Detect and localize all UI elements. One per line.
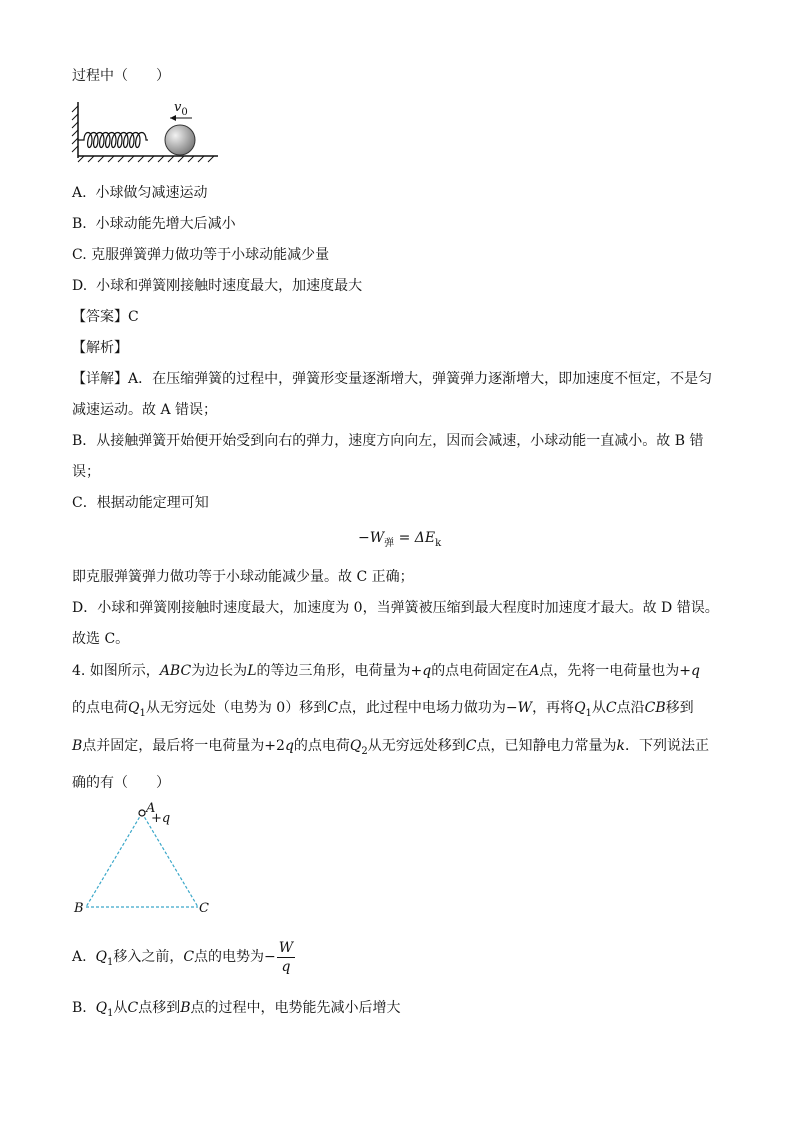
t: 的等边三角形，电荷量为+ [256,663,423,679]
t: 4. 如图所示， [72,663,160,679]
t: 1 [106,957,114,968]
t: C [127,1000,139,1016]
t: ．下列说法正 [624,738,709,754]
formula-w: W [369,530,385,546]
t: 2 [361,746,368,757]
q4-stem-line4: 确的有（ ） [72,775,170,791]
answer-line [72,307,139,327]
t: 点的电势为− [194,949,276,965]
detail-c-line2: 即克服弹簧弹力做功等于小球动能减少量。故 C 正确； [72,569,414,585]
charge-a-label: +q [151,811,171,826]
q4-option-a [72,938,295,982]
t: 点沿 [616,700,645,716]
detail-b-line2: 误； [72,464,100,480]
t: k [616,738,625,754]
t: ABC [159,663,192,679]
t: 移入之前， [113,949,184,965]
option-label: B. [72,1000,87,1016]
t: Q [95,949,107,965]
t: Q [128,700,140,716]
q4-option-b [72,998,401,1024]
t: ，再将 [532,700,575,716]
option-text: 小球做匀减速运动 [95,185,208,201]
spring [78,133,148,148]
t: 从无穷远处移到 [367,738,466,754]
t: C [327,700,338,716]
t: 1 [107,1008,114,1019]
formula-delta-e: = ΔE [394,530,436,546]
t: 的点电荷 [293,738,350,754]
t: 1 [585,708,592,719]
t: 移到 [665,700,694,716]
t: 点的过程中，电势能先减小后增大 [190,1000,401,1016]
option-label: A. [72,185,87,201]
detail-a-line2: 减速运动。故 A 错误； [72,402,218,418]
t: L [247,663,257,679]
t: 从 [113,1000,128,1016]
detail-text: A．在压缩弹簧的过程中，弹簧形变量逐渐增大，弹簧弹力逐渐增大，即加速度不恒定，不是匀 [128,371,713,387]
detail-a-line1 [72,369,712,389]
detail-c-line1: C．根据动能定理可知 [72,495,209,511]
t: 为边长为 [191,663,248,679]
t: 点并固定，最后将一电荷量为+2 [82,738,285,754]
t: 点，此过程中电场力做功为− [337,700,518,716]
option-label: D. [72,278,88,294]
option-label: C. [72,247,87,263]
vertex-a-label: A [146,801,156,816]
ball [165,125,195,155]
t: CB [644,700,666,716]
wall-hatch [72,106,78,152]
answer-tag: 【答案】 [72,309,128,325]
side-ab [86,813,142,907]
option-text: 小球动能先增大后减小 [95,216,236,232]
q3-stem-tail: 过程中（ ） [72,68,170,84]
detail-d-line1: D．小球和弹簧刚接触时速度最大，加速度为 0，当弹簧被压缩到最大程度时加速度才最大。故 D 错误。 [72,600,719,616]
t: 点，先将一电荷量也为+ [539,663,692,679]
t: A [529,663,540,679]
t: q [422,663,432,679]
fraction-denominator: q [281,958,291,975]
t: W [517,700,533,716]
formula-e-sub: k [435,538,442,549]
v0-subscript: 0 [181,107,188,118]
t: 1 [139,708,146,719]
t: 点，已知静电力常量为 [476,738,617,754]
conclusion: 故选 C。 [72,631,130,647]
detail-tag: 【详解】 [72,371,128,387]
vertex-c-label: C [199,901,209,916]
t: Q [574,700,586,716]
option-label: B. [72,216,87,232]
detail-b-line1: B．从接触弹簧开始便开始受到向右的弹力，速度方向向左，因而会减速，小球动能一直减小。故 B 错 [72,433,704,449]
t: 点移到 [138,1000,181,1016]
option-text: 小球和弹簧刚接触时速度最大，加速度最大 [96,278,363,294]
fraction-numerator: W [278,939,294,956]
q3-option-a [72,183,207,203]
spring-ball-figure [70,98,230,168]
t: q [284,738,294,754]
q4-stem-line2 [72,698,694,724]
t: C [605,700,617,716]
t: C [465,738,477,754]
side-ac [142,813,198,907]
t: 从无穷远处（电势为 0）移到 [145,700,328,716]
v0-letter: v [174,100,182,115]
formula-minus: − [358,530,370,546]
analysis-tag: 【解析】 [72,340,128,356]
vertex-b-label: B [74,901,84,916]
t: B [72,738,83,754]
t: Q [349,738,362,754]
charge-a-dot [139,810,145,816]
q4-stem-line1 [72,661,700,681]
q3-option-c [72,245,329,265]
t: q [691,663,701,679]
work-energy-formula [358,530,441,549]
q3-option-b [72,214,236,234]
t: 从 [591,700,606,716]
q4-stem-line3 [72,736,709,762]
ground-hatch [78,156,214,162]
formula-w-sub: 弹 [384,538,395,549]
t: B [180,1000,191,1016]
q3-option-d [72,276,362,296]
t: 的点电荷 [72,700,128,716]
v0-label [174,100,188,118]
answer-value: C [128,309,139,325]
t: Q [95,1000,108,1016]
t: C [183,949,195,965]
option-label: A. [72,949,87,965]
potential-fraction [277,939,295,976]
option-text: 克服弹簧弹力做功等于小球动能减少量 [91,247,330,263]
t: 的点电荷固定在 [431,663,530,679]
